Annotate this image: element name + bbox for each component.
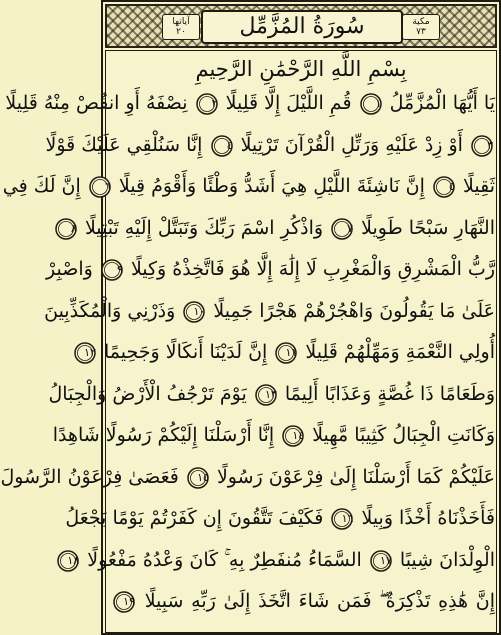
ayah-number: ١٧ — [380, 553, 392, 567]
ayah-end-marker — [370, 550, 392, 572]
verse-line — [45, 129, 495, 162]
ayah-number: ١٣ — [264, 387, 277, 401]
ayah-number: ٥ — [449, 180, 455, 193]
surah-info-ayah-number: ٢٠ — [176, 27, 186, 37]
verse-text: أُولِي النَّعْمَةِ وَمَهِّلْهُمْ قَلِيلًا — [305, 341, 495, 363]
ayah-number: ٣ — [487, 138, 493, 152]
ayah-end-marker — [211, 135, 233, 157]
ayah-number: ١٢ — [84, 346, 96, 359]
verse-line — [111, 585, 495, 618]
verse-line — [2, 170, 495, 203]
verse-line — [65, 502, 495, 535]
ayah-end-marker — [275, 342, 297, 364]
ayah-number: ٤ — [226, 138, 233, 152]
ayah-end-marker — [57, 550, 79, 572]
verse-text: وَكَانَتِ الْجِبَالُ كَثِيبًا مَّهِيلًا — [312, 424, 495, 446]
verse-line — [0, 461, 495, 494]
verse-line — [84, 336, 495, 369]
basmala: بِسْمِ اللَّهِ الرَّحْمَٰنِ الرَّحِيمِ — [195, 57, 407, 81]
verse-text: عَلَيْكُمْ كَمَا أَرْسَلْنَا إِلَىٰ فِرْعَوْنَ رَسُولًا — [216, 465, 495, 488]
ayah-end-marker — [74, 342, 96, 364]
ayah-end-marker — [471, 135, 493, 157]
verse-line — [5, 87, 495, 120]
verse-text: إِنَّا أَرْسَلْنَا إِلَيْكُمْ رَسُولًا شَاهِدًا — [52, 424, 275, 446]
ayah-number: ١ — [375, 97, 382, 110]
ayah-end-marker — [196, 93, 218, 115]
ayah-number: ١٦ — [341, 512, 354, 525]
verse-text: إِنَّ هَٰذِهِ تَذْكِرَةٌ ۖ فَمَن شَاءَ اتَّخَذَ إِلَىٰ رَبِّهِ سَبِيلًا — [144, 590, 495, 612]
verse-line — [70, 212, 495, 245]
ayah-number: ٨ — [70, 221, 77, 235]
verse-text: الْوِلْدَانَ شِيبًا — [399, 548, 495, 571]
ayah-end-marker — [183, 301, 205, 323]
verse-line — [46, 253, 495, 286]
ayah-end-marker — [255, 384, 277, 406]
surah-info-ayah-count — [162, 14, 200, 40]
verse-text: إِنَّ نَاشِئَةَ اللَّيْلِ هِيَ أَشَدُّ وَطْئًا وَأَقْوَمُ قِيلًا — [118, 175, 425, 197]
verse-text: فَعَصَىٰ فِرْعَوْنُ الرَّسُولَ — [0, 465, 179, 488]
ayah-number: ١٥ — [197, 470, 209, 484]
verse-text: قُمِ اللَّيْلَ إِلَّا قَلِيلًا — [225, 92, 352, 114]
verse-text: فَأَخَذْنَاهُ أَخْذًا وَبِيلًا — [361, 507, 495, 529]
verse-text: يَوْمَ تَرْجُفُ الْأَرْضُ وَالْجِبَالُ — [48, 382, 247, 405]
basmala-row — [109, 54, 493, 84]
surah-info-number: ٧٣ — [416, 27, 426, 37]
verse-text: السَّمَاءُ مُنفَطِرٌ بِهِ ۚ كَانَ وَعْدُهُ مَفْعُولًا — [87, 548, 362, 571]
verse-text: إِنَّ لَدَيْنَا أَنكَالًا وَجَحِيمًا — [104, 341, 268, 363]
ayah-end-marker — [187, 467, 209, 489]
verse-text: ثَقِيلًا — [463, 175, 495, 197]
ayah-number: ٢ — [211, 97, 218, 110]
verse-text: وَذَرْنِي وَالْمُكَذِّبِينَ — [44, 299, 176, 322]
ayah-number: ١٨ — [67, 553, 80, 567]
ayah-number: ٧ — [347, 221, 354, 235]
verse-text: فَكَيْفَ تَتَّقُونَ إِن كَفَرْتُمْ يَوْمًا يَجْعَلُ — [65, 507, 324, 529]
ayah-number: ١٠ — [193, 304, 206, 318]
ayah-number: ١١ — [285, 346, 298, 359]
verse-line — [44, 295, 495, 328]
verse-text: يَا أَيُّهَا الْمُزَّمِّلُ — [389, 92, 495, 114]
verse-text: إِنَّا سَنُلْقِي عَلَيْكَ قَوْلًا — [45, 133, 203, 156]
ayah-end-marker — [55, 218, 77, 240]
verse-text: وَاصْبِرْ — [46, 258, 93, 280]
ayah-end-marker — [360, 93, 382, 115]
verse-text: النَّهَارِ سَبْحًا طَوِيلًا — [361, 216, 495, 239]
ayah-end-marker — [331, 508, 353, 530]
verse-text: نِصْفَهُ أَوِ انقُصْ مِنْهُ قَلِيلًا — [5, 92, 188, 114]
ayah-end-marker — [101, 259, 123, 281]
surah-title-cartouche — [201, 10, 403, 44]
surah-header-band — [105, 4, 497, 48]
ayah-end-marker — [89, 176, 111, 198]
verse-text: إِنَّ لَكَ فِي — [2, 175, 81, 197]
verse-text: وَطَعَامًا ذَا غُصَّةٍ وَعَذَابًا أَلِيمًا — [284, 382, 495, 405]
ayah-number: ١٤ — [292, 429, 305, 442]
verse-text: وَاذْكُرِ اسْمَ رَبِّكَ وَتَبَتَّلْ إِلَيْهِ تَبْتِيلًا — [84, 216, 324, 239]
verse-line — [52, 419, 495, 452]
verse-line — [48, 378, 495, 411]
surah-info-revelation — [402, 14, 440, 40]
ayah-number: ٩ — [116, 263, 123, 276]
verse-text: عَلَىٰ مَا يَقُولُونَ وَاهْجُرْهُمْ هَجْرًا جَمِيلًا — [213, 299, 495, 322]
ayah-number: ١٩ — [123, 595, 135, 608]
surah-info-revelation-type: مكية — [412, 17, 430, 27]
verse-line — [67, 544, 495, 577]
ayah-end-marker — [433, 176, 455, 198]
verse-text: رَّبُّ الْمَشْرِقِ وَالْمَغْرِبِ لَا إِلَٰهَ إِلَّا هُوَ فَاتَّخِذْهُ وَكِيلًا — [130, 258, 495, 280]
ayah-end-marker — [113, 591, 135, 613]
surah-title: سُورَةُ المُزَّمِّل — [239, 14, 365, 39]
ayah-number: ٦ — [104, 180, 111, 193]
ayah-end-marker — [331, 218, 353, 240]
verse-text: أَوْ زِدْ عَلَيْهِ وَرَتِّلِ الْقُرْآنَ تَرْتِيلًا — [240, 133, 463, 156]
surah-info-ayah-label: آياتها — [172, 17, 190, 27]
ayah-end-marker — [282, 425, 304, 447]
